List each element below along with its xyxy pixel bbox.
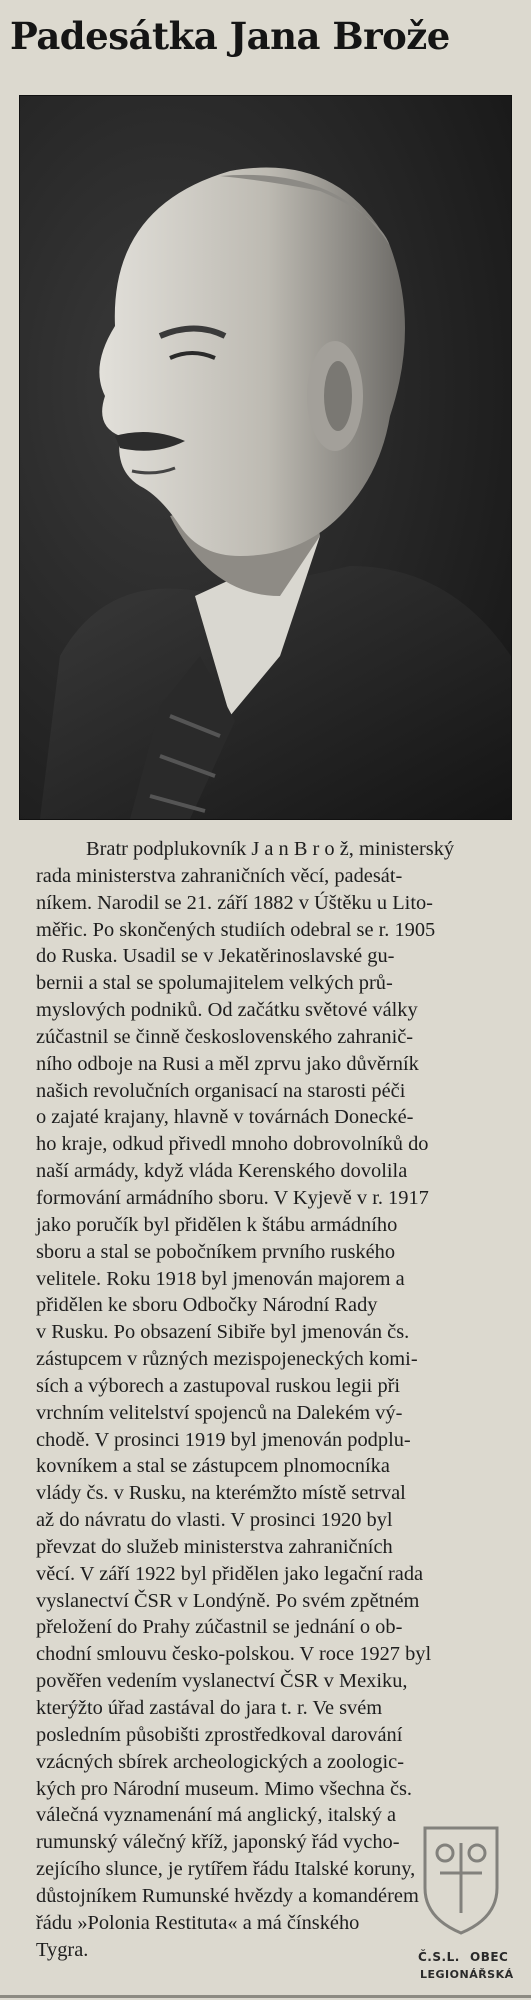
portrait-illustration bbox=[20, 96, 511, 819]
article-line: bernii a stal se spolumajitelem velkých prů- bbox=[36, 972, 393, 995]
stamp-text-1: Č.S.L. bbox=[418, 1950, 460, 1964]
article-line: přeložení do Prahy zúčastnil se jednání o ob- bbox=[36, 1616, 403, 1639]
article-line: ho kraje, odkud přivedl mnoho dobrovolníků do bbox=[36, 1133, 429, 1156]
article-line: věcí. V září 1922 byl přidělen jako legační rada bbox=[36, 1562, 424, 1585]
article-line: zejícího slunce, je rytířem řádu Italské koruny, bbox=[36, 1858, 416, 1881]
article-line: myslových podniků. Od začátku světové války bbox=[36, 999, 418, 1022]
article-line: přidělen ke sboru Odbočky Národní Rady bbox=[36, 1294, 378, 1317]
article-line: řádu »Polonia Restituta« a má čínského bbox=[36, 1911, 360, 1934]
article-line: kých pro Národní museum. Mimo všechna čs. bbox=[36, 1777, 413, 1800]
article-line: našich revolučních organisací na starosti péči bbox=[36, 1079, 406, 1102]
article-line: pověřen vedením vyslanectví ČSR v Mexiku, bbox=[36, 1670, 408, 1693]
article-line: zástupcem v různých mezispojeneckých komi- bbox=[36, 1348, 418, 1371]
article-line: měřic. Po skončených studiích odebral se r. 1905 bbox=[36, 918, 436, 941]
portrait-photo bbox=[19, 95, 512, 820]
article-line: válečná vyznamenání má anglický, italský a bbox=[36, 1804, 397, 1827]
article-line: velitele. Roku 1918 byl jmenován majorem a bbox=[36, 1267, 405, 1290]
article-line: převzat do služeb ministerstva zahraničních bbox=[36, 1535, 393, 1558]
article-line: chodní smlouvu česko-polskou. V roce 1927 byl bbox=[36, 1643, 432, 1666]
article-body bbox=[36, 836, 514, 1963]
article-line: naší armády, když vláda Kerenského dovolila bbox=[36, 1160, 408, 1183]
article-line: posledním působišti zprostředkoval darování bbox=[36, 1723, 403, 1746]
article-line: důstojníkem Rumunské hvězdy a komandérem bbox=[36, 1884, 419, 1907]
stamp-text-2: OBEC bbox=[470, 1950, 509, 1964]
article-line: vyslanectví ČSR v Londýně. Po svém zpětném bbox=[36, 1589, 420, 1612]
article-line: vzácných sbírek archeologických a zoologic- bbox=[36, 1750, 404, 1773]
article-title: Padesátka Jana Brože bbox=[10, 14, 450, 58]
article-line: zúčastnil se činně československého zahranič- bbox=[36, 1025, 414, 1048]
article-line: ního odboje na Rusi a měl zprvu jako důvěrník bbox=[36, 1052, 419, 1075]
article-line: sboru a stal se pobočníkem prvního ruského bbox=[36, 1240, 396, 1263]
article-line: kovníkem a stal se zástupcem plnomocníka bbox=[36, 1455, 390, 1478]
article-line: chodě. V prosinci 1919 byl jmenován podplu- bbox=[36, 1428, 411, 1451]
stamp-text-3: LEGIONÁŘSKÁ bbox=[420, 1968, 514, 1981]
article-line: Tygra. bbox=[36, 1938, 89, 1961]
article-line: v Rusku. Po obsazení Sibiře byl jmenován čs. bbox=[36, 1321, 410, 1344]
article-line: kterýžto úřad zastával do jara t. r. Ve svém bbox=[36, 1697, 383, 1719]
bottom-rule bbox=[0, 1995, 531, 1998]
article-line: rada ministerstva zahraničních věcí, padesát- bbox=[36, 864, 403, 887]
article-line: rumunský válečný kříž, japonský řád vycho- bbox=[36, 1831, 400, 1854]
article-line: Bratr podplukovník J a n B r o ž, ministerský bbox=[86, 838, 455, 860]
article-line: vrchním velitelství spojenců na Dalekém vý- bbox=[36, 1401, 403, 1424]
article-line: formování armádního sboru. V Kyjevě v r. 1917 bbox=[36, 1186, 429, 1209]
article-line: vlády čs. v Rusku, na kterémžto místě setrval bbox=[36, 1482, 406, 1505]
article-line: jako poručík byl přidělen k štábu armádního bbox=[36, 1213, 398, 1236]
article-line: až do návratu do vlasti. V prosinci 1920 byl bbox=[36, 1509, 393, 1532]
article-line: o zajaté krajany, hlavně v továrnách Donecké- bbox=[36, 1106, 414, 1129]
article-line: sích a výborech a zastupoval ruskou legii při bbox=[36, 1374, 401, 1397]
article-line: do Ruska. Usadil se v Jekatěrinoslavské gu- bbox=[36, 945, 395, 968]
article-line: níkem. Narodil se 21. září 1882 v Úštěku u Lito- bbox=[36, 891, 433, 914]
